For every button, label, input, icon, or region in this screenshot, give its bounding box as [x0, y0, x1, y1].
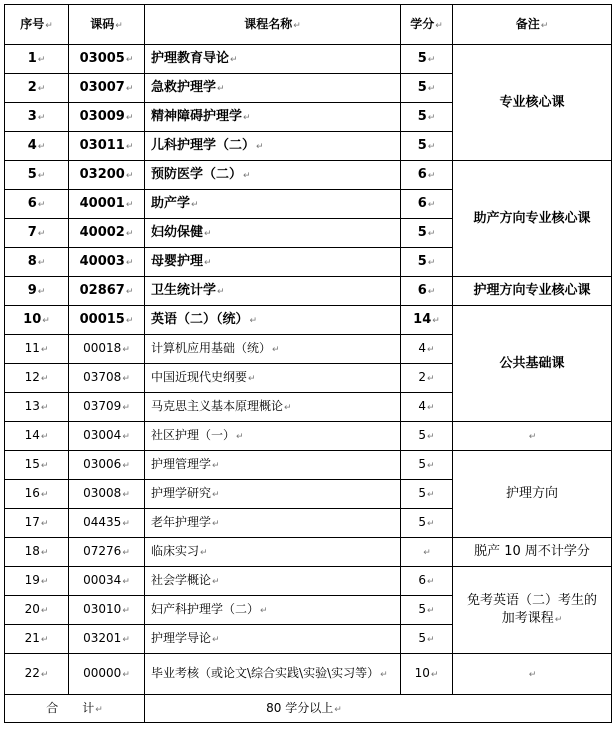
cell-credit: ↵	[401, 538, 453, 567]
cell-code: 03006↵	[69, 451, 145, 480]
cell-code: 40002↵	[69, 219, 145, 248]
cell-name: 临床实习↵	[145, 538, 401, 567]
cell-code: 03010↵	[69, 596, 145, 625]
cell-no: 14↵	[5, 422, 69, 451]
cell-name: 妇产科护理学（二）↵	[145, 596, 401, 625]
remark-internship: 脱产 10 周不计学分	[453, 538, 612, 567]
cell-no: 6↵	[5, 190, 69, 219]
cell-name: 毕业考核（或论文\综合实践\实验\实习等）↵	[145, 654, 401, 695]
cell-name: 社会学概论↵	[145, 567, 401, 596]
total-value: 80 学分以上↵	[145, 695, 612, 723]
cell-code: 03004↵	[69, 422, 145, 451]
cell-code: 40001↵	[69, 190, 145, 219]
header-credit: 学分↵	[401, 5, 453, 45]
cell-name: 老年护理学↵	[145, 509, 401, 538]
cell-no: 8↵	[5, 248, 69, 277]
cell-no: 5↵	[5, 161, 69, 190]
cell-credit: 5↵	[401, 509, 453, 538]
cell-credit: 14↵	[401, 306, 453, 335]
remark-public: 公共基础课	[453, 306, 612, 422]
cell-credit: 5↵	[401, 248, 453, 277]
header-row	[5, 5, 612, 45]
cell-name: 母婴护理↵	[145, 248, 401, 277]
remark-midwife-core: 助产方向专业核心课	[453, 161, 612, 277]
header-code: 课码↵	[69, 5, 145, 45]
cell-name: 儿科护理学（二）↵	[145, 132, 401, 161]
cell-credit: 4↵	[401, 335, 453, 364]
cell-credit: 5↵	[401, 219, 453, 248]
cell-credit: 5↵	[401, 74, 453, 103]
cell-code: 04435↵	[69, 509, 145, 538]
cell-credit: 4↵	[401, 393, 453, 422]
cell-credit: 6↵	[401, 277, 453, 306]
table-row	[5, 451, 612, 480]
cell-credit: 5↵	[401, 132, 453, 161]
cell-no: 16↵	[5, 480, 69, 509]
cell-name: 妇幼保健↵	[145, 219, 401, 248]
remark-nursing-core: 护理方向专业核心课	[453, 277, 612, 306]
cell-code: 03008↵	[69, 480, 145, 509]
cell-no: 20↵	[5, 596, 69, 625]
cell-no: 15↵	[5, 451, 69, 480]
table-row	[5, 538, 612, 567]
table-row	[5, 654, 612, 695]
cell-credit: 5↵	[401, 596, 453, 625]
cell-credit: 5↵	[401, 45, 453, 74]
cell-name: 护理管理学↵	[145, 451, 401, 480]
cell-no: 21↵	[5, 625, 69, 654]
cell-code: 00018↵	[69, 335, 145, 364]
cell-name: 卫生统计学↵	[145, 277, 401, 306]
remark-exempt: 免考英语（二）考生的加考课程↵	[453, 567, 612, 654]
total-label: 合 计↵	[5, 695, 145, 723]
cell-no: 17↵	[5, 509, 69, 538]
cell-credit: 5↵	[401, 103, 453, 132]
cell-credit: 5↵	[401, 625, 453, 654]
course-table-container	[4, 4, 612, 723]
cell-credit: 10↵	[401, 654, 453, 695]
table-row	[5, 567, 612, 596]
cell-code: 03201↵	[69, 625, 145, 654]
cell-code: 03708↵	[69, 364, 145, 393]
remark-empty: ↵	[453, 422, 612, 451]
cell-credit: 5↵	[401, 480, 453, 509]
table-row	[5, 277, 612, 306]
cell-credit: 5↵	[401, 422, 453, 451]
cell-name: 英语（二）（统）↵	[145, 306, 401, 335]
cell-no: 9↵	[5, 277, 69, 306]
header-no: 序号↵	[5, 5, 69, 45]
remark-core: 专业核心课	[453, 45, 612, 161]
cell-name: 中国近现代史纲要↵	[145, 364, 401, 393]
cell-code: 40003↵	[69, 248, 145, 277]
cell-no: 7↵	[5, 219, 69, 248]
remark-empty: ↵	[453, 654, 612, 695]
cell-credit: 6↵	[401, 190, 453, 219]
cell-no: 12↵	[5, 364, 69, 393]
table-row	[5, 45, 612, 74]
cell-code: 03009↵	[69, 103, 145, 132]
cell-code: 03007↵	[69, 74, 145, 103]
cell-no: 22↵	[5, 654, 69, 695]
cell-code: 07276↵	[69, 538, 145, 567]
cell-name: 助产学↵	[145, 190, 401, 219]
cell-code: 03005↵	[69, 45, 145, 74]
cell-credit: 6↵	[401, 567, 453, 596]
total-row	[5, 695, 612, 723]
cell-name: 精神障碍护理学↵	[145, 103, 401, 132]
cell-code: 00034↵	[69, 567, 145, 596]
cell-credit: 2↵	[401, 364, 453, 393]
cell-no: 2↵	[5, 74, 69, 103]
cell-name: 护理学导论↵	[145, 625, 401, 654]
cell-no: 18↵	[5, 538, 69, 567]
cell-name: 计算机应用基础（统）↵	[145, 335, 401, 364]
header-remark: 备注↵	[453, 5, 612, 45]
cell-credit: 6↵	[401, 161, 453, 190]
cell-code: 00000↵	[69, 654, 145, 695]
cell-no: 19↵	[5, 567, 69, 596]
cell-name: 社区护理（一）↵	[145, 422, 401, 451]
cell-no: 1↵	[5, 45, 69, 74]
table-row	[5, 306, 612, 335]
cell-code: 00015↵	[69, 306, 145, 335]
cell-name: 护理学研究↵	[145, 480, 401, 509]
header-name: 课程名称↵	[145, 5, 401, 45]
cell-no: 11↵	[5, 335, 69, 364]
cell-no: 13↵	[5, 393, 69, 422]
cell-no: 3↵	[5, 103, 69, 132]
cell-credit: 5↵	[401, 451, 453, 480]
remark-nursing: 护理方向	[453, 451, 612, 538]
cell-code: 03011↵	[69, 132, 145, 161]
table-row	[5, 422, 612, 451]
cell-no: 10↵	[5, 306, 69, 335]
cell-name: 护理教育导论↵	[145, 45, 401, 74]
cell-name: 马克思主义基本原理概论↵	[145, 393, 401, 422]
course-table	[4, 4, 612, 723]
cell-name: 急救护理学↵	[145, 74, 401, 103]
table-row	[5, 161, 612, 190]
cell-no: 4↵	[5, 132, 69, 161]
cell-code: 02867↵	[69, 277, 145, 306]
cell-name: 预防医学（二）↵	[145, 161, 401, 190]
cell-code: 03200↵	[69, 161, 145, 190]
cell-code: 03709↵	[69, 393, 145, 422]
